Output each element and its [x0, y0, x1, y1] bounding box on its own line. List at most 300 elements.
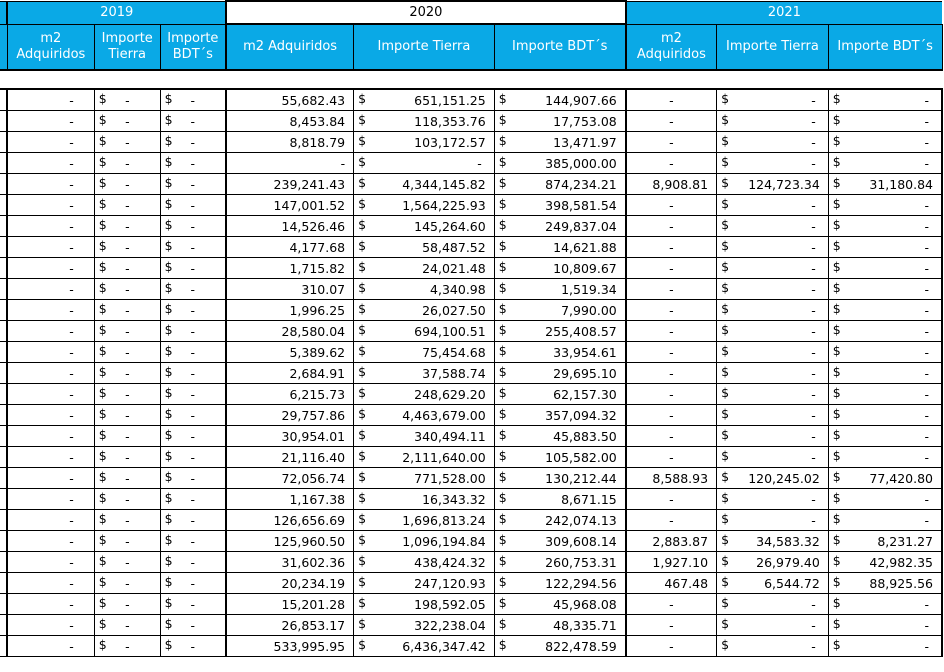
cell	[94, 363, 160, 384]
cell-value: -	[125, 596, 130, 612]
cell-value: -	[811, 596, 816, 612]
currency-symbol: $	[721, 133, 730, 148]
cell-value: 438,424.32	[414, 554, 486, 570]
edge-cell	[0, 342, 7, 363]
cell: 2,883.87	[626, 531, 717, 552]
cell	[94, 489, 160, 510]
currency-symbol: $	[498, 91, 507, 106]
currency-symbol: $	[358, 385, 367, 400]
cell	[354, 426, 495, 447]
currency-symbol: $	[721, 154, 730, 169]
cell	[828, 426, 942, 447]
currency-symbol: $	[98, 385, 107, 400]
table-row	[0, 279, 942, 300]
cell	[354, 384, 495, 405]
cell	[354, 531, 495, 552]
cell-value: -	[924, 596, 929, 612]
edge-cell	[0, 174, 7, 195]
currency-symbol: $	[721, 406, 730, 421]
table-row	[0, 552, 942, 573]
currency-symbol: $	[498, 574, 507, 589]
cell-value: 8,671.15	[561, 491, 617, 507]
currency-symbol: $	[498, 112, 507, 127]
cell	[717, 216, 829, 237]
currency-symbol: $	[164, 469, 173, 484]
currency-symbol: $	[498, 406, 507, 421]
currency-symbol: $	[164, 322, 173, 337]
cell-value: -	[811, 491, 816, 507]
cell-value: -	[924, 512, 929, 528]
cell	[828, 615, 942, 636]
cell: -	[626, 279, 717, 300]
cell	[717, 615, 829, 636]
currency-symbol: $	[498, 637, 507, 652]
cell-value: -	[190, 554, 196, 570]
cell-value: 1,564,225.93	[402, 197, 486, 213]
currency-symbol: $	[358, 595, 367, 610]
cell	[717, 426, 829, 447]
currency-symbol: $	[358, 343, 367, 358]
currency-symbol: $	[498, 175, 507, 190]
table-row	[0, 258, 942, 279]
cell-value: -	[125, 176, 130, 192]
table-row	[0, 342, 942, 363]
cell	[717, 132, 829, 153]
currency-symbol: $	[164, 406, 173, 421]
cell	[354, 615, 495, 636]
cell-value: -	[125, 512, 130, 528]
currency-symbol: $	[164, 616, 173, 631]
cell: 20,234.19	[226, 573, 354, 594]
cell-value: 120,245.02	[748, 470, 820, 486]
edge-cell	[0, 615, 7, 636]
currency-symbol: $	[721, 511, 730, 526]
cell	[94, 174, 160, 195]
currency-symbol: $	[358, 532, 367, 547]
cell: 147,001.52	[226, 195, 354, 216]
edge-cell	[0, 510, 7, 531]
cell	[160, 468, 226, 489]
cell	[828, 510, 942, 531]
cell	[94, 384, 160, 405]
cell-value: -	[924, 428, 929, 444]
cell: 15,201.28	[226, 594, 354, 615]
currency-symbol: $	[164, 301, 173, 316]
cell-value: 103,172.57	[414, 134, 486, 150]
cell: 1,715.82	[226, 258, 354, 279]
edge-cell	[0, 489, 7, 510]
cell	[160, 405, 226, 426]
currency-symbol: $	[358, 301, 367, 316]
edge-cell	[0, 195, 7, 216]
cell	[717, 89, 829, 111]
currency-symbol: $	[498, 343, 507, 358]
cell-value: -	[924, 218, 929, 234]
cell	[160, 258, 226, 279]
cell: -	[626, 237, 717, 258]
currency-symbol: $	[98, 406, 107, 421]
currency-symbol: $	[721, 175, 730, 190]
cell-value: 17,753.08	[553, 113, 617, 129]
cell-value: -	[190, 176, 196, 192]
currency-symbol: $	[164, 280, 173, 295]
table-row	[0, 636, 942, 657]
year-2019: 2019	[7, 1, 226, 24]
cell	[160, 216, 226, 237]
cell	[828, 132, 942, 153]
cell-value: -	[190, 365, 196, 381]
currency-symbol: $	[721, 112, 730, 127]
cell	[160, 552, 226, 573]
cell	[94, 300, 160, 321]
cell-value: 4,463,679.00	[402, 407, 486, 423]
cell: 5,389.62	[226, 342, 354, 363]
currency-symbol: $	[498, 238, 507, 253]
cell-value: -	[190, 596, 196, 612]
cell-value: -	[125, 302, 130, 318]
cell: 126,656.69	[226, 510, 354, 531]
cell-value: -	[190, 302, 196, 318]
cell: 4,177.68	[226, 237, 354, 258]
spacer-row	[0, 70, 942, 89]
currency-symbol: $	[98, 469, 107, 484]
cell	[94, 132, 160, 153]
cell	[717, 405, 829, 426]
currency-symbol: $	[721, 91, 730, 106]
cell-value: 122,294.56	[545, 575, 617, 591]
cell	[828, 174, 942, 195]
cell-value: -	[924, 197, 929, 213]
cell	[94, 342, 160, 363]
currency-symbol: $	[721, 196, 730, 211]
cell	[354, 258, 495, 279]
cell-value: 8,231.27	[877, 533, 933, 549]
currency-symbol: $	[164, 427, 173, 442]
cell-value: -	[811, 428, 816, 444]
cell-value: 37,588.74	[422, 365, 486, 381]
cell-value: -	[125, 449, 130, 465]
currency-symbol: $	[498, 448, 507, 463]
cell	[717, 510, 829, 531]
cell: -	[626, 636, 717, 657]
cell-value: -	[125, 617, 130, 633]
cell-value: -	[924, 386, 929, 402]
cell-value: -	[811, 386, 816, 402]
cell: 28,580.04	[226, 321, 354, 342]
currency-symbol: $	[832, 553, 841, 568]
cell-value: -	[125, 197, 130, 213]
cell	[494, 111, 626, 132]
cell-value: -	[125, 218, 130, 234]
cell	[94, 615, 160, 636]
cell-value: 62,157.30	[553, 386, 617, 402]
currency-symbol: $	[98, 238, 107, 253]
currency-symbol: $	[498, 469, 507, 484]
cell-value: -	[924, 344, 929, 360]
currency-symbol: $	[832, 469, 841, 484]
currency-symbol: $	[98, 91, 107, 106]
cell: -	[226, 153, 354, 174]
currency-symbol: $	[832, 364, 841, 379]
cell-value: 771,528.00	[414, 470, 486, 486]
cell-value: -	[190, 218, 196, 234]
currency-symbol: $	[832, 322, 841, 337]
edge-cell	[0, 153, 7, 174]
cell: -	[626, 342, 717, 363]
currency-symbol: $	[358, 133, 367, 148]
cell-value: 340,494.11	[414, 428, 486, 444]
table-row	[0, 132, 942, 153]
cell	[160, 615, 226, 636]
edge-cell	[0, 363, 7, 384]
cell: -	[626, 321, 717, 342]
cell	[160, 573, 226, 594]
cell-value: -	[190, 155, 196, 171]
cell-value: 1,096,194.84	[402, 533, 486, 549]
currency-symbol: $	[721, 385, 730, 400]
cell-value: -	[811, 92, 816, 108]
table-row	[0, 195, 942, 216]
cell-value: 48,335.71	[553, 617, 617, 633]
currency-symbol: $	[721, 637, 730, 652]
cell	[828, 342, 942, 363]
cell-value: -	[924, 134, 929, 150]
currency-symbol: $	[721, 616, 730, 631]
cell	[494, 195, 626, 216]
currency-symbol: $	[358, 322, 367, 337]
currency-symbol: $	[832, 385, 841, 400]
cell-value: 6,544.72	[764, 575, 820, 591]
cell-value: -	[924, 92, 929, 108]
cell: -	[626, 258, 717, 279]
cell-value: -	[811, 134, 816, 150]
cell-value: -	[924, 617, 929, 633]
currency-symbol: $	[498, 217, 507, 232]
cell-value: 6,436,347.42	[402, 638, 486, 654]
cell	[717, 111, 829, 132]
currency-symbol: $	[832, 217, 841, 232]
year-2020: 2020	[226, 1, 626, 24]
cell: -	[626, 510, 717, 531]
currency-symbol: $	[498, 133, 507, 148]
cell-value: -	[190, 470, 196, 486]
cell	[160, 279, 226, 300]
cell-value: -	[924, 323, 929, 339]
currency-symbol: $	[358, 553, 367, 568]
currency-symbol: $	[832, 112, 841, 127]
cell	[494, 321, 626, 342]
cell: -	[7, 363, 94, 384]
cell-value: -	[190, 113, 196, 129]
currency-symbol: $	[98, 154, 107, 169]
currency-symbol: $	[164, 238, 173, 253]
cell-value: -	[924, 491, 929, 507]
cell: -	[7, 195, 94, 216]
currency-symbol: $	[832, 448, 841, 463]
cell: 125,960.50	[226, 531, 354, 552]
edge-cell	[0, 531, 7, 552]
edge-cell	[0, 384, 7, 405]
cell-value: 24,021.48	[422, 260, 486, 276]
cell	[828, 384, 942, 405]
cell-value: -	[190, 407, 196, 423]
cell	[160, 447, 226, 468]
currency-symbol: $	[98, 280, 107, 295]
cell	[160, 426, 226, 447]
currency-symbol: $	[358, 112, 367, 127]
cell: 1,167.38	[226, 489, 354, 510]
currency-symbol: $	[498, 532, 507, 547]
cell-value: 1,696,813.24	[402, 512, 486, 528]
cell: -	[626, 216, 717, 237]
currency-symbol: $	[721, 448, 730, 463]
cell	[717, 342, 829, 363]
cell: 29,757.86	[226, 405, 354, 426]
currency-symbol: $	[721, 259, 730, 274]
cell	[160, 237, 226, 258]
cell: 8,588.93	[626, 468, 717, 489]
edge-cell	[0, 216, 7, 237]
cell-value: 260,753.31	[545, 554, 617, 570]
cell: -	[626, 594, 717, 615]
cell-value: 822,478.59	[545, 638, 617, 654]
cell	[94, 258, 160, 279]
cell	[828, 111, 942, 132]
cell	[717, 531, 829, 552]
currency-symbol: $	[164, 175, 173, 190]
cell-value: 42,982.35	[869, 554, 933, 570]
cell-value: -	[125, 239, 130, 255]
cell	[828, 552, 942, 573]
cell	[494, 489, 626, 510]
currency-symbol: $	[164, 133, 173, 148]
cell	[717, 552, 829, 573]
currency-symbol: $	[498, 595, 507, 610]
edge-cell	[0, 573, 7, 594]
cell-value: -	[125, 134, 130, 150]
cell	[494, 258, 626, 279]
cell-value: 31,180.84	[869, 176, 933, 192]
currency-symbol: $	[832, 238, 841, 253]
cell: -	[7, 132, 94, 153]
cell	[494, 132, 626, 153]
cell	[354, 573, 495, 594]
cell	[828, 321, 942, 342]
currency-symbol: $	[164, 637, 173, 652]
cell-value: -	[924, 281, 929, 297]
currency-symbol: $	[721, 490, 730, 505]
cell: 239,241.43	[226, 174, 354, 195]
currency-symbol: $	[832, 175, 841, 190]
currency-symbol: $	[98, 364, 107, 379]
cell-value: 145,264.60	[414, 218, 486, 234]
col-2020-importe-tierra: Importe Tierra	[354, 24, 495, 70]
table-row	[0, 405, 942, 426]
cell-value: 16,343.32	[422, 491, 486, 507]
col-2021-m2: m2 Adquiridos	[626, 24, 717, 70]
cell	[94, 237, 160, 258]
edge-cell	[0, 468, 7, 489]
cell	[494, 468, 626, 489]
cell-value: -	[190, 638, 196, 654]
cell	[94, 573, 160, 594]
cell: 26,853.17	[226, 615, 354, 636]
cell-value: -	[924, 155, 929, 171]
cell	[494, 237, 626, 258]
cell	[494, 573, 626, 594]
cell	[354, 237, 495, 258]
cell-value: -	[125, 113, 130, 129]
cell-value: -	[811, 323, 816, 339]
currency-symbol: $	[832, 595, 841, 610]
cell-value: 29,695.10	[553, 365, 617, 381]
cell-value: 14,621.88	[553, 239, 617, 255]
cell-value: 124,723.34	[748, 176, 820, 192]
cell-value: -	[811, 617, 816, 633]
currency-symbol: $	[98, 343, 107, 358]
cell: 8,818.79	[226, 132, 354, 153]
currency-symbol: $	[358, 259, 367, 274]
cell-value: 4,344,145.82	[402, 176, 486, 192]
cell-value: -	[811, 365, 816, 381]
col-2019-importe-bdt: Importe BDT´s	[160, 24, 226, 70]
cell	[717, 363, 829, 384]
cell: -	[7, 174, 94, 195]
cell: -	[7, 531, 94, 552]
cell	[828, 636, 942, 657]
cell-value: 45,968.08	[553, 596, 617, 612]
currency-symbol: $	[98, 217, 107, 232]
cell	[494, 342, 626, 363]
cell	[94, 426, 160, 447]
currency-symbol: $	[832, 196, 841, 211]
cell-value: -	[190, 617, 196, 633]
cell	[160, 89, 226, 111]
currency-symbol: $	[164, 448, 173, 463]
cell	[160, 174, 226, 195]
cell-value: -	[190, 575, 196, 591]
cell	[94, 89, 160, 111]
cell	[354, 636, 495, 657]
cell	[494, 552, 626, 573]
cell: 310.07	[226, 279, 354, 300]
cell-value: 651,151.25	[414, 92, 486, 108]
cell	[94, 594, 160, 615]
currency-symbol: $	[164, 112, 173, 127]
currency-symbol: $	[358, 490, 367, 505]
cell: -	[7, 426, 94, 447]
cell: -	[7, 636, 94, 657]
cell-value: 10,809.67	[553, 260, 617, 276]
table-row	[0, 573, 942, 594]
cell	[828, 89, 942, 111]
cell-value: -	[125, 365, 130, 381]
cell	[160, 111, 226, 132]
cell-value: 4,340.98	[430, 281, 486, 297]
table-row	[0, 216, 942, 237]
currency-symbol: $	[358, 217, 367, 232]
cell	[717, 279, 829, 300]
currency-symbol: $	[358, 616, 367, 631]
currency-symbol: $	[832, 91, 841, 106]
currency-symbol: $	[164, 511, 173, 526]
cell	[828, 447, 942, 468]
currency-symbol: $	[164, 364, 173, 379]
cell	[160, 636, 226, 657]
cell-value: 58,487.52	[422, 239, 486, 255]
cell	[828, 363, 942, 384]
cell: -	[7, 510, 94, 531]
